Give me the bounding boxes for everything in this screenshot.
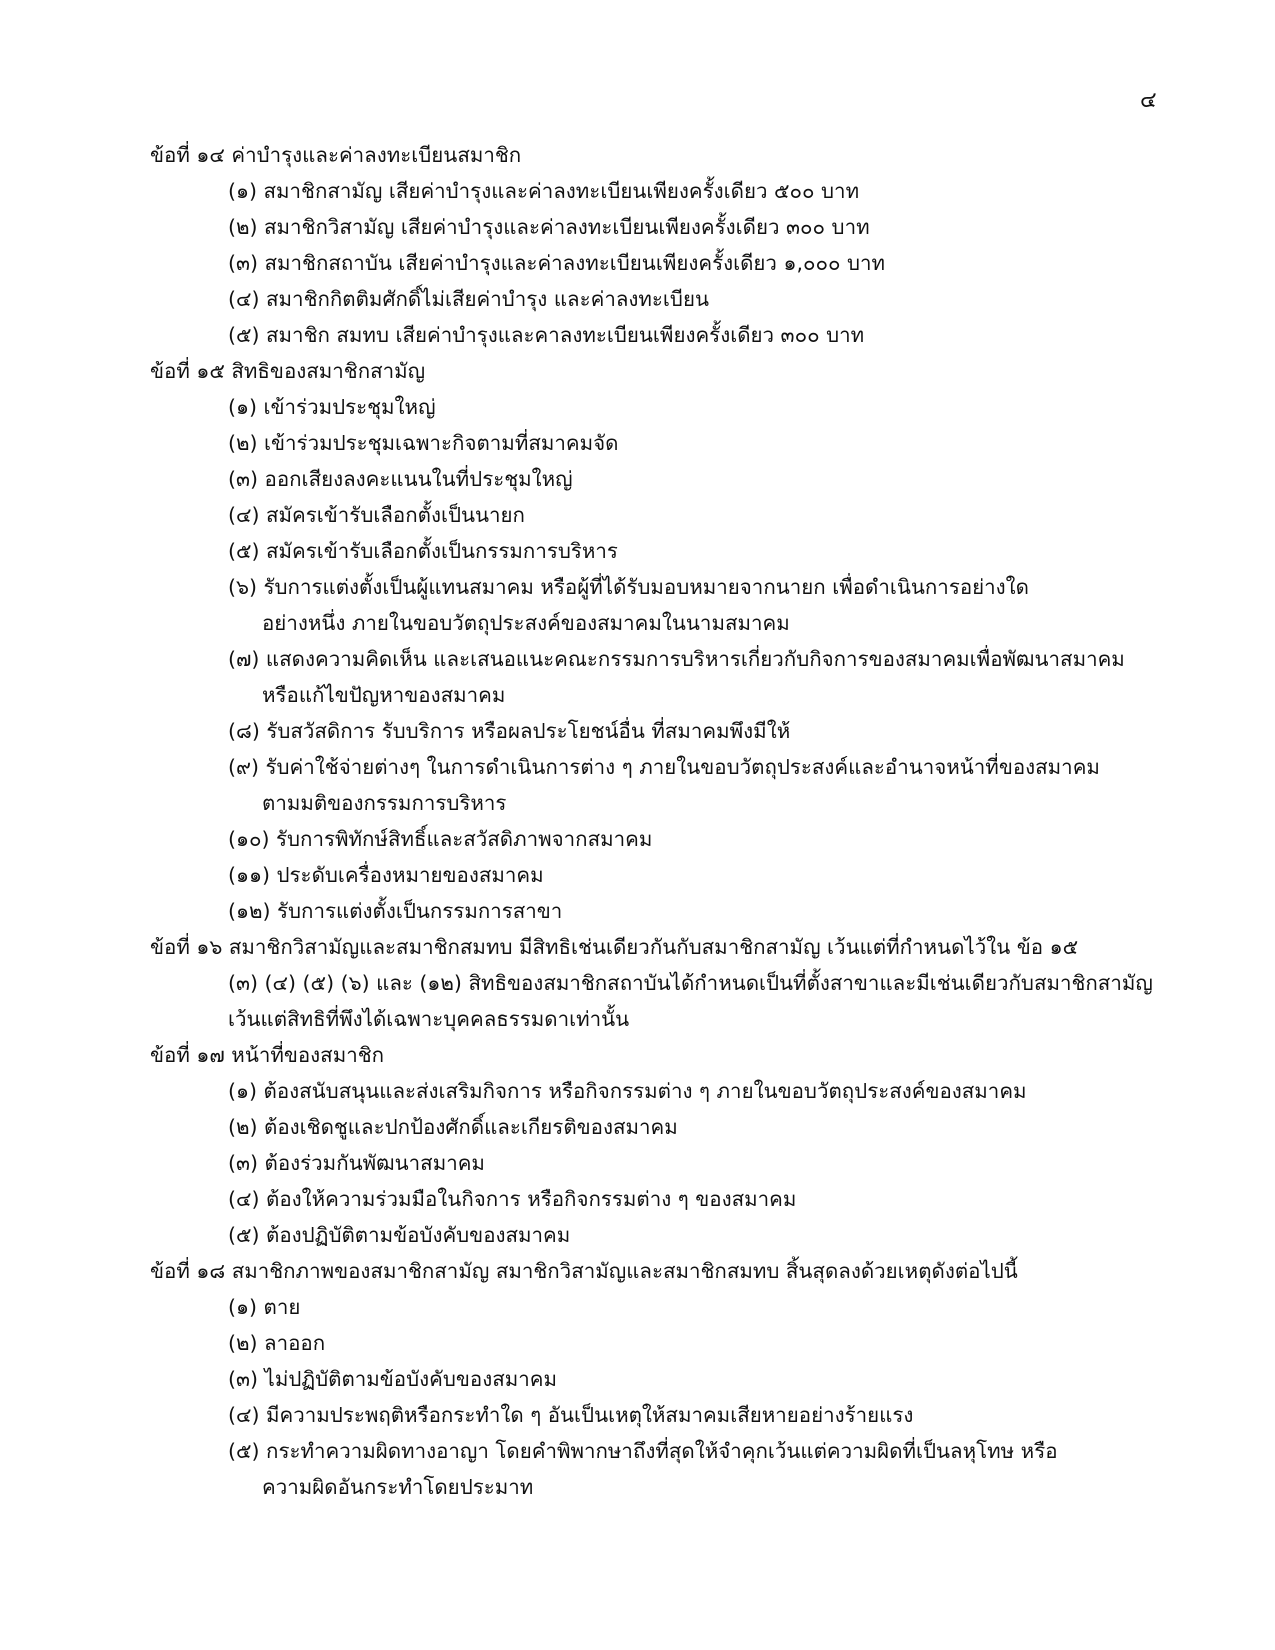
list-item: (๑๒) รับการแต่งตั้งเป็นกรรมการสาขา [228, 899, 563, 923]
list-item: (๕) ต้องปฏิบัติตามข้อบังคับของสมาคม [228, 1223, 571, 1247]
article-18-heading: ข้อที่ ๑๘ สมาชิกภาพของสมาชิกสามัญ สมาชิกวิสามัญและสมาชิกสมทบ สิ้นสุดลงด้วยเหตุดังต่อไปนี้ [150, 1259, 1018, 1283]
article-16-continuation: เว้นแต่สิทธิที่พึงได้เฉพาะบุคคลธรรมดาเท่านั้น [228, 1007, 630, 1031]
list-item: (๓) ต้องร่วมกันพัฒนาสมาคม [228, 1151, 485, 1175]
list-item: (๖) รับการแต่งตั้งเป็นผู้แทนสมาคม หรือผู้ที่ได้รับมอบหมายจากนายก เพื่อดำเนินการอย่างใด [228, 575, 1029, 599]
list-item: (๔) ต้องให้ความร่วมมือในกิจการ หรือกิจกรรมต่าง ๆ ของสมาคม [228, 1187, 797, 1211]
list-item: (๑) สมาชิกสามัญ เสียค่าบำรุงและค่าลงทะเบียนเพียงครั้งเดียว ๕๐๐ บาท [228, 179, 860, 203]
list-item: (๓) ออกเสียงลงคะแนนในที่ประชุมใหญ่ [228, 467, 573, 491]
list-item: (๒) ลาออก [228, 1331, 326, 1355]
list-item: (๒) ต้องเชิดชูและปกป้องศักดิ์และเกียรติของสมาคม [228, 1115, 678, 1139]
list-item-continuation: หรือแก้ไขปัญหาของสมาคม [262, 683, 506, 707]
list-item: (๙) รับค่าใช้จ่ายต่างๆ ในการดำเนินการต่าง ๆ ภายในขอบวัตถุประสงค์และอำนาจหน้าที่ของสมาคม [228, 755, 1100, 779]
list-item: (๔) สมาชิกกิตติมศักดิ์ไม่เสียค่าบำรุง และค่าลงทะเบียน [228, 287, 709, 311]
article-17-heading: ข้อที่ ๑๗ หน้าที่ของสมาชิก [150, 1043, 385, 1067]
article-16-continuation: (๓) (๔) (๕) (๖) และ (๑๒) สิทธิของสมาชิกสถาบันได้กำหนดเป็นที่ตั้งสาขาและมีเช่นเดียวกับสมาชิกสามัญ [228, 971, 1153, 995]
list-item: (๘) รับสวัสดิการ รับบริการ หรือผลประโยชน์อื่น ที่สมาคมพึงมีให้ [228, 719, 791, 743]
page-number: ๔ [1140, 88, 1157, 113]
list-item: (๔) สมัครเข้ารับเลือกตั้งเป็นนายก [228, 503, 525, 527]
article-16-heading: ข้อที่ ๑๖ สมาชิกวิสามัญและสมาชิกสมทบ มีสิทธิเช่นเดียวกันกับสมาชิกสามัญ เว้นแต่ที่กำหนดไว้ใน ข้อ ๑๕ [150, 935, 1079, 959]
list-item: (๓) ไม่ปฏิบัติตามข้อบังคับของสมาคม [228, 1367, 557, 1391]
article-14-heading: ข้อที่ ๑๔ ค่าบำรุงและค่าลงทะเบียนสมาชิก [150, 143, 522, 167]
list-item: (๑๐) รับการพิทักษ์สิทธิ์และสวัสดิภาพจากสมาคม [228, 827, 653, 851]
list-item: (๓) สมาชิกสถาบัน เสียค่าบำรุงและค่าลงทะเบียนเพียงครั้งเดียว ๑,๐๐๐ บาท [228, 251, 886, 275]
list-item: (๕) สมาชิก สมทบ เสียค่าบำรุงและคาลงทะเบียนเพียงครั้งเดียว ๓๐๐ บาท [228, 323, 865, 347]
list-item: (๑๑) ประดับเครื่องหมายของสมาคม [228, 863, 544, 887]
list-item: (๒) เข้าร่วมประชุมเฉพาะกิจตามที่สมาคมจัด [228, 431, 619, 455]
list-item: (๑) เข้าร่วมประชุมใหญ่ [228, 395, 436, 419]
list-item: (๑) ตาย [228, 1295, 301, 1319]
list-item: (๒) สมาชิกวิสามัญ เสียค่าบำรุงและค่าลงทะเบียนเพียงครั้งเดียว ๓๐๐ บาท [228, 215, 870, 239]
article-15-heading: ข้อที่ ๑๕ สิทธิของสมาชิกสามัญ [150, 359, 426, 383]
list-item-continuation: ตามมติของกรรมการบริหาร [262, 791, 507, 815]
list-item-continuation: ความผิดอันกระทำโดยประมาท [262, 1475, 534, 1499]
list-item: (๑) ต้องสนับสนุนและส่งเสริมกิจการ หรือกิจกรรมต่าง ๆ ภายในขอบวัตถุประสงค์ของสมาคม [228, 1079, 1027, 1103]
list-item: (๗) แสดงความคิดเห็น และเสนอแนะคณะกรรมการบริหารเกี่ยวกับกิจการของสมาคมเพื่อพัฒนาสมาคม [228, 647, 1125, 671]
list-item-continuation: อย่างหนึ่ง ภายในขอบวัตถุประสงค์ของสมาคมในนามสมาคม [262, 611, 790, 635]
list-item: (๔) มีความประพฤติหรือกระทำใด ๆ อันเป็นเหตุให้สมาคมเสียหายอย่างร้ายแรง [228, 1403, 914, 1427]
list-item: (๕) กระทำความผิดทางอาญา โดยคำพิพากษาถึงที่สุดให้จำคุกเว้นแต่ความผิดที่เป็นลหุโทษ หรือ [228, 1439, 1058, 1463]
list-item: (๕) สมัครเข้ารับเลือกตั้งเป็นกรรมการบริหาร [228, 539, 618, 563]
